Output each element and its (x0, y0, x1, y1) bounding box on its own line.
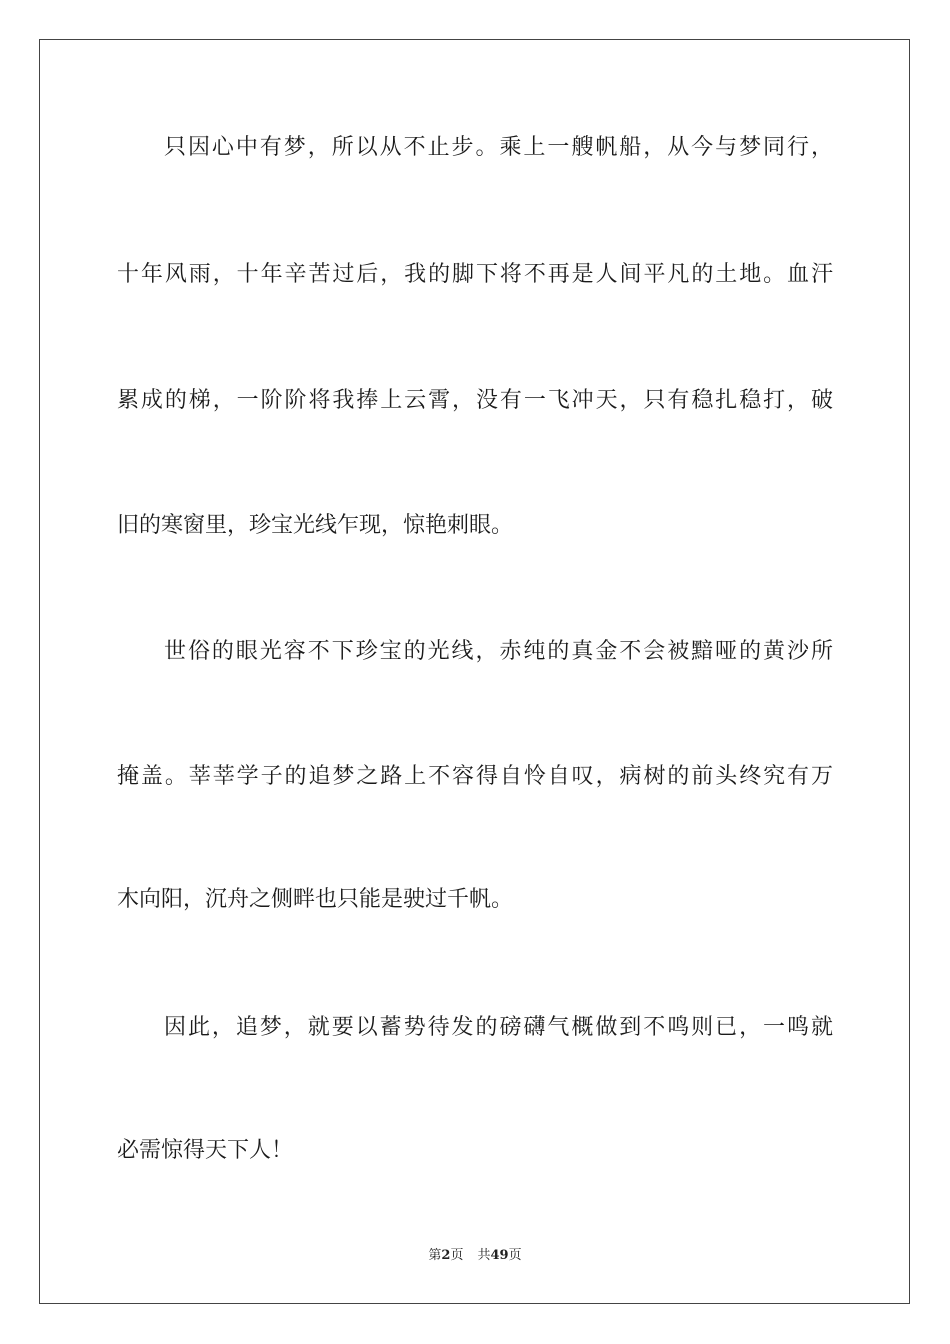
paragraph-3-line-1: 因此，追梦，就要以蓄势待发的磅礴气概做到不鸣则已，一鸣就 (164, 1015, 833, 1040)
paragraph-1-line-1: 只因心中有梦，所以从不止步。乘上一艘帆船，从今与梦同行， (164, 135, 833, 160)
paragraph-3-line-2: 必需惊得天下人！ (117, 1138, 294, 1163)
paragraph-1-line-2: 十年风雨，十年辛苦过后，我的脚下将不再是人间平凡的土地。血汗 (117, 262, 833, 287)
total-suffix: 页 (508, 1248, 522, 1263)
paragraph-1-line-4: 旧的寒窗里，珍宝光线乍现，惊艳刺眼。 (117, 513, 514, 538)
paragraph-2-line-2: 掩盖。莘莘学子的追梦之路上不容得自怜自叹，病树的前头终究有万 (117, 764, 833, 789)
page-prefix: 第 (428, 1248, 442, 1263)
paragraph-2-line-1: 世俗的眼光容不下珍宝的光线，赤纯的真金不会被黯哑的黄沙所 (164, 639, 833, 664)
page-footer (0, 1246, 950, 1266)
paragraph-2-line-3: 木向阳，沉舟之侧畔也只能是驶过千帆。 (117, 887, 514, 912)
page-suffix: 页 (450, 1248, 464, 1263)
paragraph-1-line-3: 累成的梯，一阶阶将我捧上云霄，没有一飞冲天，只有稳扎稳打，破 (117, 388, 833, 413)
total-prefix: 共 (477, 1248, 491, 1263)
total-pages: 49 (490, 1248, 509, 1263)
page-number: 2 (441, 1248, 451, 1263)
